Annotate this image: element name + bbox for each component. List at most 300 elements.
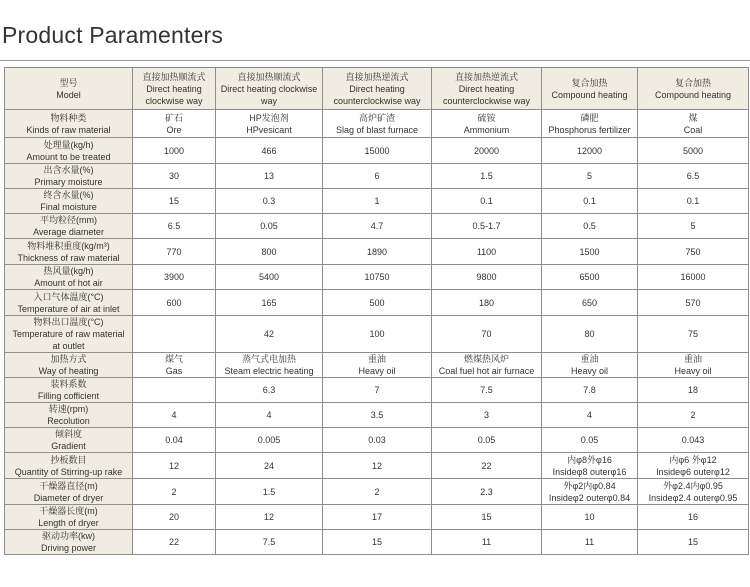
cell-value: 4.7 — [370, 221, 384, 231]
table-cell — [432, 428, 542, 453]
table-cell — [133, 530, 216, 555]
table-cell — [133, 265, 216, 290]
table-row — [5, 428, 749, 453]
table-cell — [638, 316, 749, 353]
model-column-header-line: counterclockwise way — [333, 95, 421, 106]
table-cell — [323, 189, 432, 214]
cell-value: 2 — [690, 410, 696, 420]
row-label-line: Diameter of dryer — [33, 492, 104, 503]
row-label-line: Temperature of raw material — [12, 329, 125, 339]
cell-value: 0.5-1.7 — [472, 221, 501, 231]
table-cell — [432, 316, 542, 353]
table-cell — [216, 138, 323, 164]
cell-value: 蒸气式电加热 — [241, 354, 296, 364]
cell-value: 矿石 — [164, 112, 183, 123]
row-label-line: Way of heating — [38, 366, 99, 376]
table-cell — [638, 378, 749, 403]
row-label-cell — [5, 479, 133, 505]
row-label-line: 物料出口温度(°C) — [33, 317, 104, 327]
table-cell — [432, 110, 542, 138]
model-column-header-line: Direct heating — [349, 83, 405, 94]
cell-value: 165 — [261, 297, 277, 308]
table-cell — [638, 453, 749, 479]
table-cell — [133, 110, 216, 138]
cell-value: 770 — [166, 246, 182, 257]
table-cell — [133, 214, 216, 239]
table-cell — [216, 428, 323, 453]
table-header-row — [5, 68, 749, 110]
table-cell — [323, 316, 432, 353]
cell-value: 10 — [584, 512, 595, 522]
cell-value: 12000 — [576, 145, 603, 156]
table-cell — [323, 164, 432, 189]
table-cell — [542, 290, 638, 316]
row-label-cell — [5, 316, 133, 353]
cell-value: 5 — [690, 221, 696, 231]
row-label-line: Filling cofficient — [37, 391, 100, 401]
table-row — [5, 110, 749, 138]
model-column-header-line: 直接加热顺流式 — [142, 71, 206, 82]
row-label-cell — [5, 290, 133, 316]
table-cell — [133, 164, 216, 189]
cell-value: 0.3 — [262, 196, 276, 206]
cell-value: 42 — [263, 329, 274, 339]
table-cell — [638, 239, 749, 265]
model-column-header — [432, 68, 542, 110]
table-cell — [432, 164, 542, 189]
table-cell — [133, 428, 216, 453]
table-cell — [216, 189, 323, 214]
table-row — [5, 164, 749, 189]
cell-value: 15 — [371, 537, 382, 547]
table-cell — [638, 265, 749, 290]
row-label-line: Recolution — [47, 416, 90, 426]
cell-value: 5 — [586, 171, 592, 181]
table-cell — [323, 265, 432, 290]
table-cell — [133, 189, 216, 214]
model-column-header-line: way — [260, 95, 277, 106]
cell-value: 高炉矿渣 — [358, 112, 395, 123]
cell-value: 100 — [369, 329, 385, 339]
row-label-cell — [5, 239, 133, 265]
product-parameters-table — [4, 67, 749, 555]
row-label-line: 物料种类 — [50, 112, 87, 123]
cell-value: 4 — [266, 410, 272, 420]
cell-value: 磷肥 — [580, 112, 599, 123]
model-column-header-line: Direct heating clockwise — [220, 83, 318, 94]
cell-value: 22 — [168, 537, 179, 547]
cell-value: 3.5 — [370, 410, 384, 420]
row-label-line: 出含水量(%) — [43, 165, 94, 175]
model-header-cn: 型号 — [59, 77, 78, 88]
model-column-header-line: Compound heating — [654, 89, 732, 100]
table-cell — [542, 138, 638, 164]
cell-value: Steam electric heating — [224, 366, 314, 376]
row-label-line: Primary moisture — [34, 177, 103, 187]
row-label-line: Amount of hot air — [34, 278, 103, 288]
cell-value: 1890 — [366, 246, 388, 257]
model-column-header — [323, 68, 432, 110]
table-row — [5, 505, 749, 530]
row-label-line: Quantity of Stirring-up rake — [14, 466, 123, 477]
table-cell — [323, 505, 432, 530]
cell-value: 0.05 — [260, 221, 278, 231]
cell-value: 7.8 — [583, 385, 596, 395]
table-row — [5, 378, 749, 403]
table-cell — [542, 316, 638, 353]
table-cell — [542, 428, 638, 453]
cell-value: Insideφ2.4 outerφ0.95 — [648, 492, 738, 503]
table-row — [5, 189, 749, 214]
table-cell — [638, 505, 749, 530]
cell-value: 煤 — [688, 112, 698, 123]
cell-value: 0.04 — [165, 435, 183, 445]
cell-value: 4 — [586, 410, 592, 420]
cell-value: 煤气 — [164, 354, 183, 364]
cell-value: 13 — [263, 171, 274, 181]
title-divider — [0, 60, 750, 61]
table-cell — [542, 164, 638, 189]
cell-value: 内φ6 外φ12 — [669, 454, 717, 465]
cell-value: 0.1 — [583, 196, 596, 206]
cell-value: 0.005 — [257, 435, 281, 445]
row-label-line: Kinds of raw material — [26, 124, 111, 135]
cell-value: 750 — [685, 246, 701, 257]
cell-value: 12 — [168, 460, 179, 471]
row-label-line: 加热方式 — [50, 354, 87, 364]
table-cell — [638, 164, 749, 189]
table-cell — [133, 316, 216, 353]
table-cell — [216, 290, 323, 316]
cell-value: 7 — [374, 385, 380, 395]
table-cell — [216, 316, 323, 353]
cell-value: Heavy oil — [358, 366, 396, 376]
table-row — [5, 453, 749, 479]
cell-value: 650 — [581, 297, 598, 308]
cell-value: 80 — [584, 329, 595, 339]
cell-value: Insideφ6 outerφ12 — [656, 466, 730, 477]
row-label-cell — [5, 214, 133, 239]
cell-value: Heavy oil — [570, 366, 608, 376]
row-label-line: 倾斜度 — [54, 429, 82, 439]
table-body — [5, 110, 749, 555]
table-row — [5, 316, 749, 353]
table-cell — [323, 290, 432, 316]
table-cell — [638, 110, 749, 138]
row-label-line: 热风量(kg/h) — [43, 266, 94, 276]
table-cell — [542, 214, 638, 239]
cell-value: 0.1 — [686, 196, 700, 206]
table-row — [5, 479, 749, 505]
cell-value: 2.3 — [480, 486, 493, 497]
cell-value: 500 — [369, 297, 385, 308]
cell-value: 4 — [171, 410, 177, 420]
cell-value: Ore — [166, 124, 182, 135]
table-cell — [432, 290, 542, 316]
table-cell — [133, 479, 216, 505]
row-label-line: 物料堆积重度(kg/m³) — [27, 240, 110, 251]
cell-value: 22 — [481, 460, 492, 471]
model-column-header-line: 复合加热 — [674, 77, 711, 88]
table-cell — [542, 239, 638, 265]
table-cell — [638, 189, 749, 214]
cell-value: 1500 — [579, 246, 600, 257]
table-cell — [216, 353, 323, 378]
table-cell — [432, 530, 542, 555]
table-cell — [323, 138, 432, 164]
cell-value: 20 — [168, 512, 179, 522]
table-cell — [432, 265, 542, 290]
cell-value: 16 — [687, 512, 698, 522]
cell-value: 3 — [483, 410, 489, 420]
cell-value: 7.5 — [262, 537, 276, 547]
table-cell — [133, 353, 216, 378]
cell-value: 800 — [261, 246, 277, 257]
model-header-en: Model — [56, 89, 81, 100]
cell-value: 内φ8外φ16 — [567, 454, 612, 465]
row-label-line: at outlet — [52, 341, 85, 351]
table-row — [5, 530, 749, 555]
cell-value: 16000 — [680, 272, 706, 282]
row-label-line: Final moisture — [40, 202, 97, 212]
cell-value: Ammonium — [463, 124, 510, 135]
cell-value: 11 — [584, 537, 595, 547]
cell-value: 75 — [687, 329, 698, 339]
table-cell — [542, 505, 638, 530]
table-cell — [432, 239, 542, 265]
model-column-header-line: counterclockwise way — [442, 95, 531, 106]
table-cell — [323, 479, 432, 505]
cell-value: 6.5 — [167, 221, 181, 231]
table-cell — [216, 479, 323, 505]
cell-value: 6500 — [579, 272, 600, 282]
model-column-header-line: 复合加热 — [571, 77, 608, 88]
cell-value: 180 — [478, 297, 495, 308]
table-cell — [323, 428, 432, 453]
cell-value: 0.1 — [480, 196, 493, 206]
cell-value: 重油 — [367, 354, 386, 364]
table-cell — [432, 353, 542, 378]
table-cell — [323, 239, 432, 265]
cell-value: 0.03 — [368, 435, 386, 445]
table-cell — [542, 453, 638, 479]
table-cell — [542, 110, 638, 138]
table-cell — [432, 189, 542, 214]
cell-value: 12 — [371, 460, 382, 471]
row-label-line: 处理量(kg/h) — [43, 139, 94, 150]
table-cell — [638, 530, 749, 555]
table-row — [5, 214, 749, 239]
table-cell — [638, 138, 749, 164]
cell-value: 燃煤热风炉 — [463, 354, 509, 364]
cell-value: 0.05 — [477, 435, 496, 445]
table-cell — [432, 453, 542, 479]
cell-value: 0.043 — [681, 435, 705, 445]
cell-value: 15 — [687, 537, 698, 547]
table-cell — [133, 403, 216, 428]
table-cell — [216, 505, 323, 530]
model-column-header-line: 直接加热顺流式 — [237, 71, 301, 82]
table-cell — [638, 353, 749, 378]
table-cell — [432, 403, 542, 428]
table-row — [5, 265, 749, 290]
cell-value: 重油 — [580, 354, 599, 364]
table-cell — [638, 428, 749, 453]
row-label-cell — [5, 505, 133, 530]
table-cell — [216, 530, 323, 555]
cell-value: Heavy oil — [674, 366, 712, 376]
table-row — [5, 353, 749, 378]
model-column-header — [638, 68, 749, 110]
cell-value: Coal — [683, 124, 703, 135]
table-row — [5, 403, 749, 428]
model-column-header-line: 直接加热逆流式 — [345, 71, 409, 82]
row-label-line: Driving power — [40, 543, 97, 553]
cell-value: 1.5 — [262, 486, 276, 497]
model-column-header-line: Direct heating — [458, 83, 515, 94]
cell-value: HPvesicant — [246, 124, 292, 135]
table-cell — [432, 138, 542, 164]
cell-value: 9800 — [476, 272, 497, 282]
cell-value: 6.3 — [262, 385, 276, 395]
row-label-line: 终含水量(%) — [43, 190, 94, 200]
cell-value: 570 — [685, 297, 701, 308]
model-column-header-line: clockwise way — [145, 95, 203, 106]
table-cell — [133, 378, 216, 403]
table-cell — [432, 479, 542, 505]
cell-value: HP发泡剂 — [249, 112, 289, 123]
table-cell — [323, 403, 432, 428]
cell-value: 2 — [171, 486, 177, 497]
cell-value: 20000 — [473, 145, 500, 156]
row-label-line: 抄板数目 — [50, 454, 87, 465]
table-cell — [323, 378, 432, 403]
cell-value: 重油 — [683, 354, 702, 364]
cell-value: 外φ2内φ0.84 — [563, 480, 616, 491]
table-row — [5, 138, 749, 164]
row-label-cell — [5, 138, 133, 164]
model-column-header — [542, 68, 638, 110]
table-cell — [542, 378, 638, 403]
cell-value: Gas — [165, 366, 183, 376]
cell-value: 10750 — [364, 272, 390, 282]
cell-value: 6 — [374, 171, 380, 181]
row-label-line: Average diameter — [33, 227, 104, 237]
cell-value: 17 — [371, 512, 382, 522]
cell-value: 5400 — [258, 272, 280, 282]
cell-value: 1100 — [476, 246, 497, 257]
table-cell — [133, 453, 216, 479]
row-label-cell — [5, 189, 133, 214]
table-cell — [432, 378, 542, 403]
table-cell — [542, 403, 638, 428]
table-cell — [216, 403, 323, 428]
row-label-line: Amount to be treated — [26, 151, 111, 162]
cell-value: 2 — [374, 486, 380, 497]
table-cell — [542, 353, 638, 378]
table-cell — [542, 265, 638, 290]
row-label-cell — [5, 530, 133, 555]
row-label-line: Length of dryer — [38, 518, 99, 528]
row-label-line: Gradient — [51, 441, 86, 451]
cell-value: 硫铵 — [477, 112, 496, 123]
row-label-cell — [5, 164, 133, 189]
row-label-cell — [5, 453, 133, 479]
table-cell — [432, 214, 542, 239]
cell-value: Insideφ8 outerφ16 — [552, 466, 627, 477]
table-cell — [323, 453, 432, 479]
table-cell — [216, 110, 323, 138]
cell-value: 15 — [168, 196, 179, 206]
cell-value: 600 — [166, 297, 182, 308]
table-cell — [216, 453, 323, 479]
cell-value: Insideφ2 outerφ0.84 — [548, 492, 631, 503]
table-cell — [323, 530, 432, 555]
cell-value: 11 — [481, 537, 492, 547]
row-label-cell — [5, 353, 133, 378]
model-column-header-line: Direct heating — [146, 83, 202, 94]
row-label-cell — [5, 265, 133, 290]
table-cell — [216, 164, 323, 189]
table-cell — [133, 138, 216, 164]
model-header-cell — [5, 68, 133, 110]
cell-value: 1.5 — [480, 171, 493, 181]
model-column-header-line: 直接加热逆流式 — [454, 71, 518, 82]
table-cell — [323, 110, 432, 138]
row-label-line: 干燥器长度(m) — [39, 506, 98, 516]
cell-value: 6.5 — [686, 171, 700, 181]
cell-value: 24 — [263, 460, 274, 471]
table-row — [5, 290, 749, 316]
page-title: Product Paramenters — [2, 22, 224, 48]
row-label-line: 转速(rpm) — [48, 404, 89, 414]
table-cell — [216, 378, 323, 403]
row-label-cell — [5, 378, 133, 403]
cell-value: 1 — [374, 196, 380, 206]
cell-value: 外φ2.4内φ0.95 — [663, 480, 723, 491]
cell-value: 5000 — [682, 145, 704, 156]
table-cell — [542, 530, 638, 555]
table-cell — [542, 189, 638, 214]
cell-value: Slag of blast furnace — [335, 124, 419, 135]
model-column-header — [133, 68, 216, 110]
row-label-line: 平均粒径(mm) — [40, 215, 97, 225]
row-label-line: Thickness of raw material — [17, 252, 120, 263]
table-cell — [638, 214, 749, 239]
model-column-header-line: Compound heating — [551, 89, 628, 100]
table-cell — [323, 353, 432, 378]
table-cell — [432, 505, 542, 530]
row-label-line: 干燥器直径(m) — [39, 480, 98, 491]
row-label-cell — [5, 428, 133, 453]
table-cell — [133, 505, 216, 530]
cell-value: 70 — [481, 329, 492, 339]
cell-value: Coal fuel hot air furnace — [438, 366, 535, 376]
row-label-cell — [5, 403, 133, 428]
cell-value: Phosphorus fertilizer — [548, 124, 631, 135]
row-label-line: 驱动功率(kw) — [42, 531, 95, 541]
table-cell — [638, 403, 749, 428]
cell-value: 15 — [481, 512, 492, 522]
table-row — [5, 239, 749, 265]
model-column-header — [216, 68, 323, 110]
table-cell — [638, 479, 749, 505]
cell-value: 12 — [263, 512, 274, 522]
cell-value: 30 — [168, 171, 179, 181]
table-cell — [216, 214, 323, 239]
cell-value: 18 — [687, 385, 698, 395]
table-cell — [133, 239, 216, 265]
